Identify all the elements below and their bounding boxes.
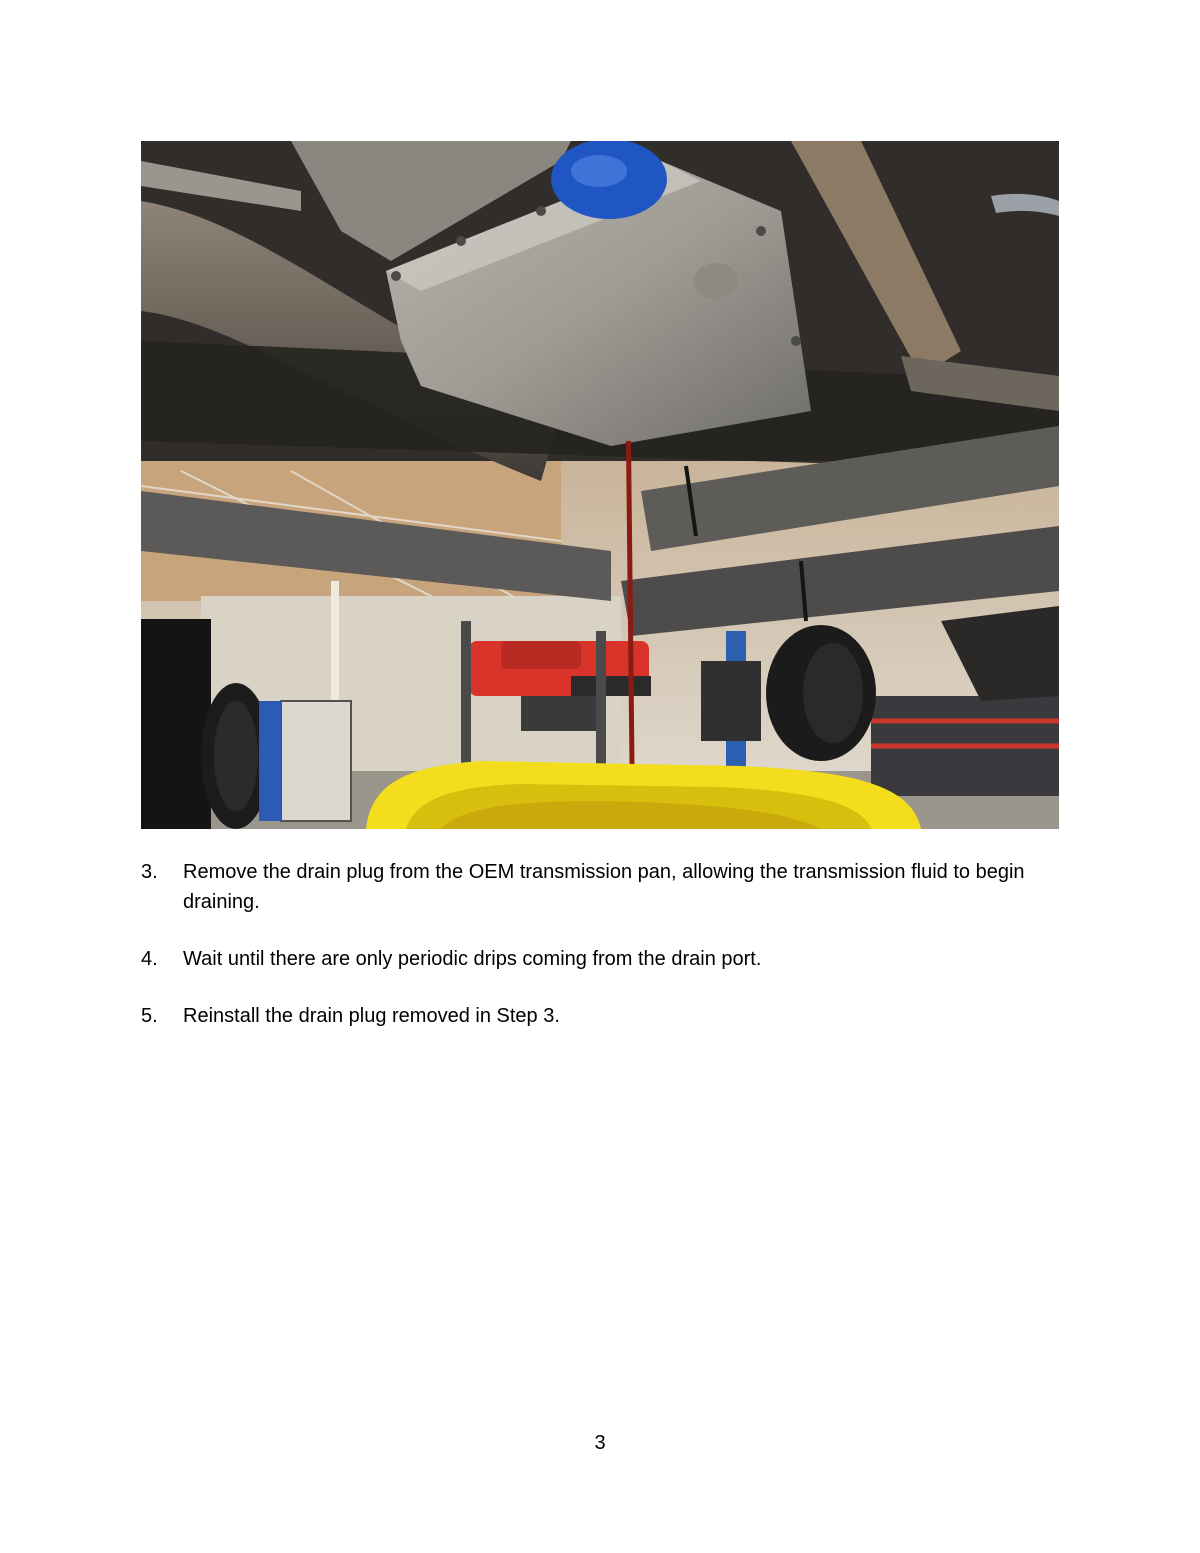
instruction-steps-list (141, 857, 1059, 1058)
step-text: Wait until there are only periodic drips coming from the drain port. (183, 948, 762, 970)
step-item (141, 857, 1059, 917)
step-item (141, 944, 1059, 974)
page-number: 3 (594, 1432, 606, 1454)
step-text: Remove the drain plug from the OEM transmission pan, allowing the transmission fluid to begin draining. (183, 861, 1025, 913)
step-text: Reinstall the drain plug removed in Step 3. (183, 1005, 560, 1027)
step-number: 5. (141, 1005, 158, 1027)
step-number: 3. (141, 861, 158, 883)
vehicle-underside-photo (141, 141, 1059, 829)
step-item (141, 1001, 1059, 1031)
step-number: 4. (141, 948, 158, 970)
